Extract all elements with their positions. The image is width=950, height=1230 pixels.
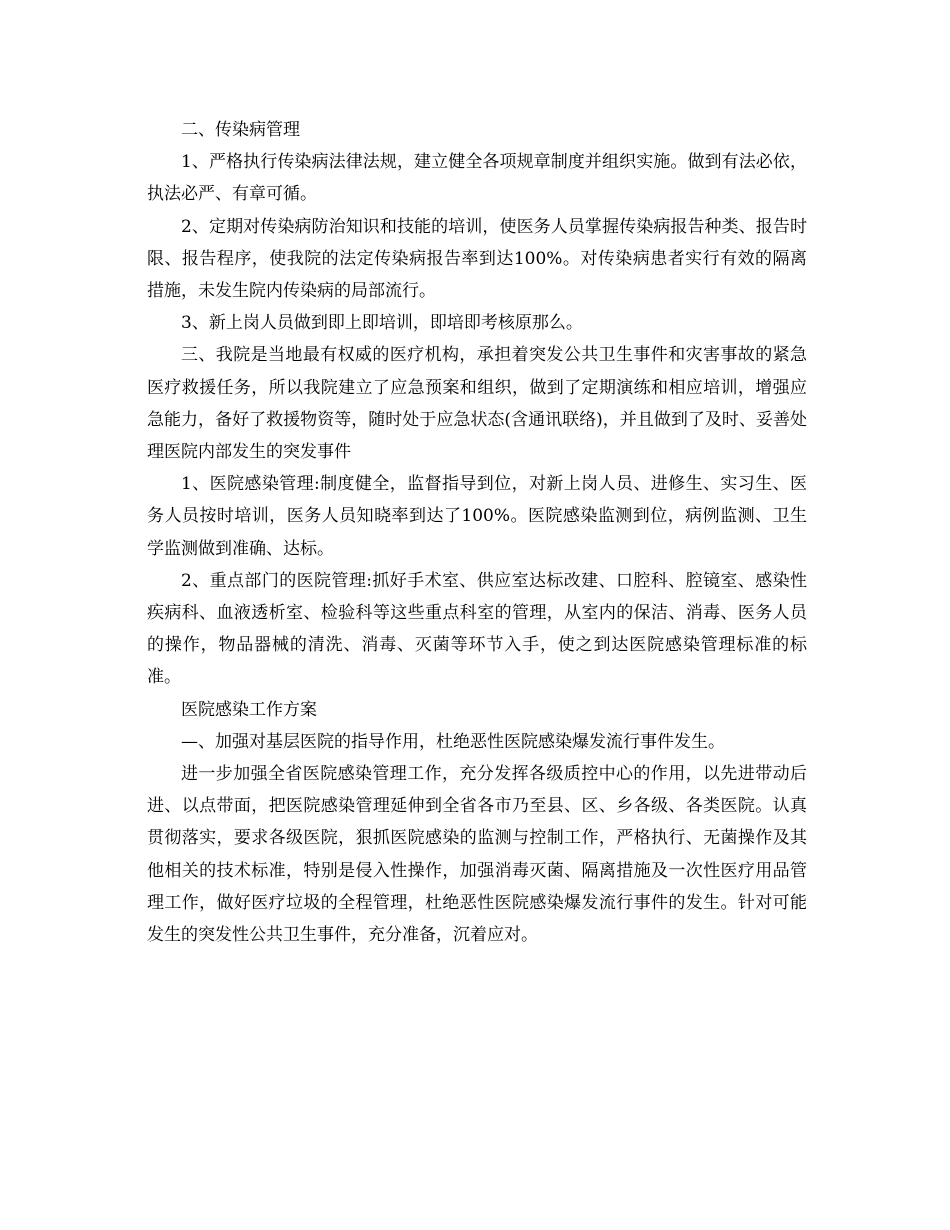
paragraph: 3、新上岗人员做到即上即培训，即培即考核原那么。	[181, 313, 583, 334]
paragraph: 2、定期对传染病防治知识和技能的培训，使医务人员掌握传染病报告种类、报告时限、报告程序，使我院的法定传染病报告率到达100%。对传染病患者实行有效的隔离措施，未发生院内传染病的局部流行。	[147, 216, 807, 302]
section-heading-infectious-disease: 二、传染病管理	[181, 120, 300, 140]
section-heading-infection-plan: 医院感染工作方案	[181, 699, 317, 720]
paragraph: 1、医院感染管理:制度健全，监督指导到位，对新上岗人员、进修生、实习生、医务人员按时培训，医务人员知晓率到达了100%。医院感染监测到位，病例监测、卫生学监测做到准确、达标。	[147, 474, 807, 559]
paragraph: 三、我院是当地最有权威的医疗机构，承担着突发公共卫生事件和灾害事故的紧急医疗救援任务，所以我院建立了应急预案和组织，做到了定期演练和相应培训，增强应急能力，备好了救援物资等，随时处于应急状态(含通讯联络)，并且做到了及时、妥善处理医院内部发生的突发事件	[147, 345, 807, 463]
paragraph: —、加强对基层医院的指导作用，杜绝恶性医院感染爆发流行事件发生。	[181, 731, 725, 752]
paragraph: 1、严格执行传染病法律法规，建立健全各项规章制度并组织实施。做到有法必依，执法必严、有章可循。	[147, 152, 807, 205]
document-body	[147, 114, 807, 951]
paragraph: 进一步加强全省医院感染管理工作，充分发挥各级质控中心的作用，以先进带动后进、以点带面，把医院感染管理延伸到全省各市乃至县、区、乡各级、各类医院。认真贯彻落实，要求各级医院，狠抓医院感染的监测与控制工作，严格执行、无菌操作及其他相关的技术标准，特别是侵入性操作，加强消毒灭菌、隔离措施及一次性医疗用品管理工作，做好医疗垃圾的全程管理，杜绝恶性医院感染爆发流行事件的发生。针对可能发生的突发性公共卫生事件，充分准备，沉着应对。	[147, 764, 807, 946]
paragraph: 2、重点部门的医院管理:抓好手术室、供应室达标改建、口腔科、腔镜室、感染性疾病科、血液透析室、检验科等这些重点科室的管理，从室内的保洁、消毒、医务人员的操作，物品器械的清洗、消毒、灭菌等环节入手，使之到达医院感染管理标准的标准。	[147, 570, 807, 688]
